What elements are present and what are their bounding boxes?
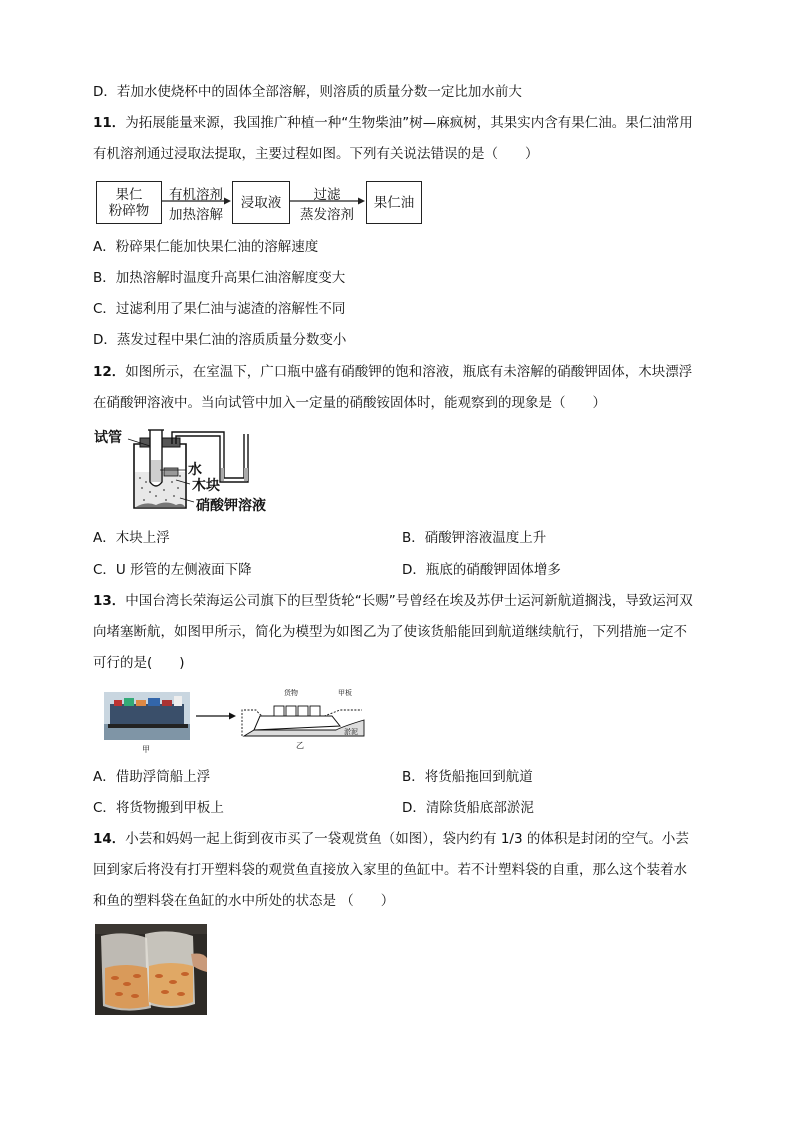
label-wood-block: 木块 (192, 478, 220, 494)
q13-option-c: C．将货物搬到甲板上 (93, 800, 224, 816)
label-cargo: 货物 (284, 689, 298, 697)
q12-number: 12． (93, 364, 126, 380)
flow-arrows (0, 0, 794, 260)
q11-option-a: A．粉碎果仁能加快果仁油的溶解速度 (93, 239, 319, 255)
flow-arrow2-top: 过滤 (313, 187, 341, 203)
q11-number: 11． (93, 115, 126, 131)
flow-arrow2-bottom: 蒸发溶剂 (300, 207, 354, 223)
flow-arrow1-top: 有机溶剂 (169, 187, 223, 203)
q11-option-d: D．蒸发过程中果仁油的溶质质量分数变小 (93, 332, 347, 348)
label-test-tube: 试管 (94, 430, 122, 446)
label-jia: 甲 (142, 745, 150, 754)
q13-option-a: A．借助浮筒船上浮 (93, 769, 211, 785)
q12-option-d: D．瓶底的硝酸钾固体增多 (402, 562, 561, 578)
flow-box-kernel: 果仁 粉碎物 (96, 181, 162, 224)
q13-number: 13． (93, 593, 126, 609)
label-silt: 淤泥 (344, 728, 358, 736)
q13-stem-line2: 向堵塞断航，如图甲所示，简化为模型为如图乙为了使该货船能回到航道继续航行，下列措施一定不 (93, 624, 687, 640)
label-water: 水 (188, 462, 202, 478)
q10-option-d: D．若加水使烧杯中的固体全部溶解，则溶质的质量分数一定比加水前大 (93, 84, 522, 100)
q14-stem-line3: 和鱼的塑料袋在鱼缸的水中所处的状态是 （ ） (93, 893, 395, 909)
q14-stem-line1: 14．小芸和妈妈一起上街到夜市买了一袋观赏鱼（如图），袋内约有 1/3 的体积是封闭的空气。小芸 (93, 831, 689, 847)
q11-stem-line2: 有机溶剂通过浸取法提取，主要过程如图。下列有关说法错误的是（ ） (93, 146, 539, 162)
q11-option-c: C．过滤利用了果仁油与滤渣的溶解性不同 (93, 301, 346, 317)
q14-stem-line2: 回到家后将没有打开塑料袋的观赏鱼直接放入家里的鱼缸中。若不计塑料袋的自重，那么这个装着水 (93, 862, 687, 878)
flow-box-oil: 果仁油 (366, 181, 422, 224)
q12-stem-line2: 在硝酸钾溶液中。当向试管中加入一定量的硝酸铵固体时，能观察到的现象是（ ） (93, 395, 606, 411)
q12-option-a: A．木块上浮 (93, 530, 170, 546)
label-kno3-solution: 硝酸钾溶液 (196, 498, 266, 514)
label-deck: 甲板 (338, 689, 352, 697)
q12-apparatus-figure (94, 424, 284, 516)
q12-stem-line1: 12．如图所示，在室温下，广口瓶中盛有硝酸钾的饱和溶液，瓶底有未溶解的硝酸钾固体，木块漂浮 (93, 364, 693, 380)
q11-stem-line1: 11．为拓展能量来源，我国推广种植一种“生物柴油”树—麻疯树，其果实内含有果仁油。果仁油常用 (93, 115, 693, 131)
label-yi: 乙 (296, 741, 304, 750)
q13-stem-line1: 13．中国台湾长荣海运公司旗下的巨型货轮“长赐”号曾经在埃及苏伊士运河新航道搁浅，导致运河双 (93, 593, 693, 609)
q13-option-b: B．将货船拖回到航道 (402, 769, 533, 785)
flow-box-extract: 浸取液 (232, 181, 290, 224)
q12-option-b: B．硝酸钾溶液温度上升 (402, 530, 547, 546)
q13-figure (104, 686, 374, 754)
flow-arrow1-bottom: 加热溶解 (169, 207, 223, 223)
q13-stem-line3: 可行的是( ) (93, 655, 185, 671)
fish-bag-photo (95, 924, 207, 1015)
q12-option-c: C．U 形管的左侧液面下降 (93, 562, 252, 578)
q11-option-b: B．加热溶解时温度升高果仁油溶解度变大 (93, 270, 346, 286)
q14-number: 14． (93, 831, 126, 847)
q13-option-d: D．清除货船底部淤泥 (402, 800, 534, 816)
